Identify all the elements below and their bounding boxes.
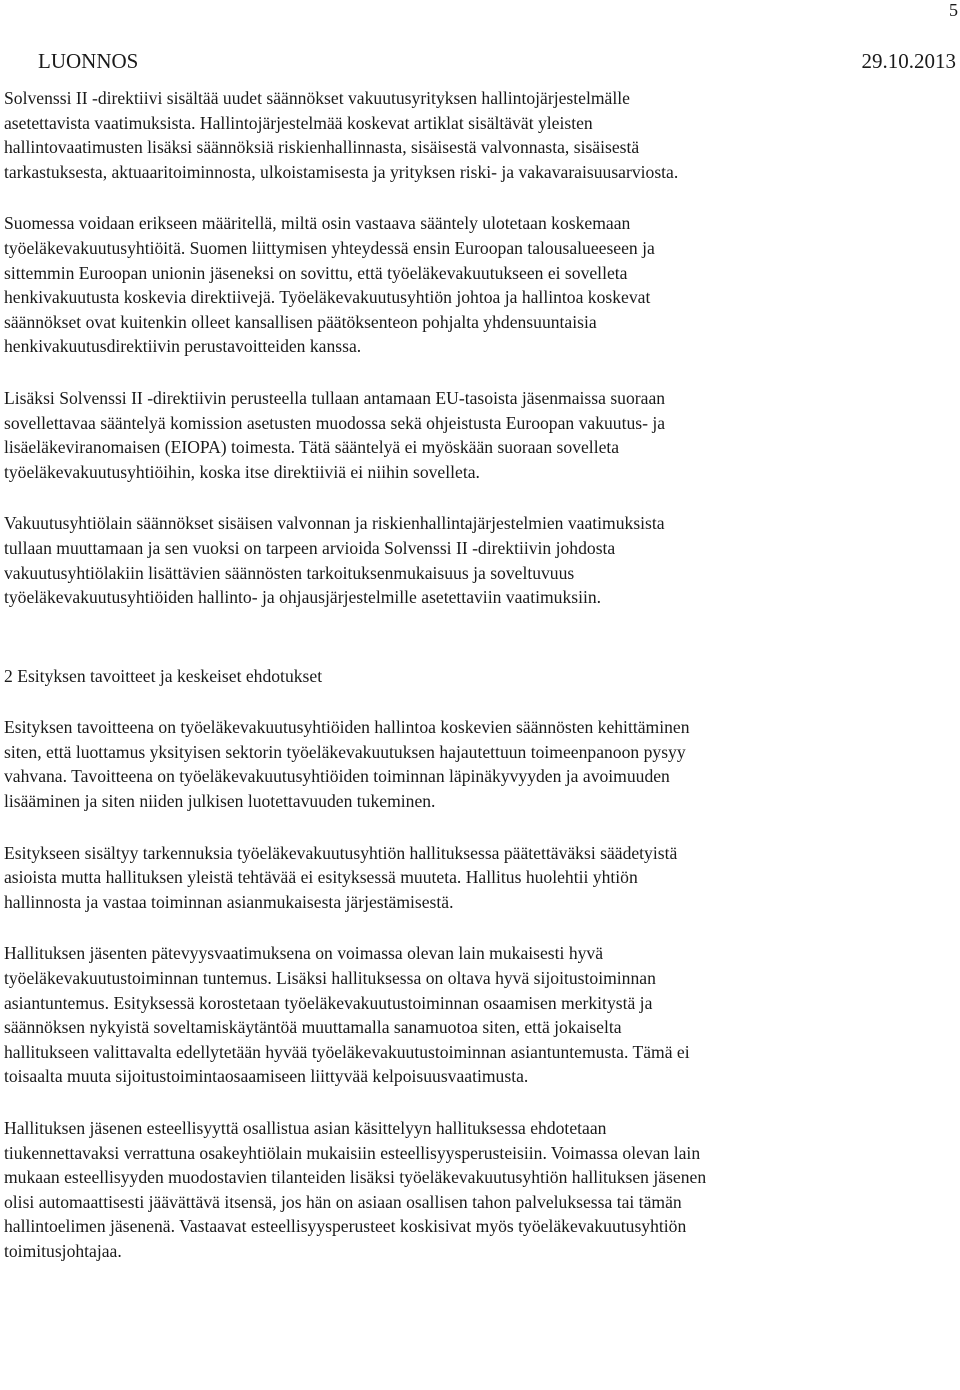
text-line: tarkastuksesta, aktuaaritoiminnosta, ulkoistamisesta ja yrityksen riski- ja vakavaraisuusarviosta. (4, 161, 679, 182)
header-date: 29.10.2013 (861, 49, 956, 73)
text-line: Suomessa voidaan erikseen määritellä, miltä osin vastaava sääntely ulotetaan koskemaan (4, 213, 631, 234)
text-line: asetettavista vaatimuksista. Hallintojärjestelmää koskevat artiklat sisältävät yleisten (4, 112, 593, 133)
text-line: työeläkevakuutusyhtiöiden hallinto- ja ohjausjärjestelmille asetettaviin vaatimuksiin. (4, 587, 602, 608)
text-line: sovellettavaa sääntelyä komission asetusten muodossa sekä ohjeistusta Euroopan vakuutus- ja (4, 412, 666, 433)
text-line: vahvana. Tavoitteena on työeläkevakuutusyhtiöiden toiminnan läpinäkyvyyden ja avoimuuden (4, 766, 670, 787)
text-line: tullaan muuttamaan ja sen vuoksi on tarpeen arvioida Solvenssi II -direktiivin johdosta (4, 537, 616, 558)
paragraph-eu-level-regulation (4, 386, 952, 484)
section-heading: 2 Esityksen tavoitteet ja keskeiset ehdotukset (4, 665, 323, 686)
text-line: asiantuntemus. Esityksessä korostetaan työeläkevakuutustoiminnan osaamisen merkitystä ja (4, 992, 653, 1013)
text-line: mukaan esteellisyyden muodostavien tilanteiden lisäksi työeläkevakuutusyhtiön hallituksen jäsenen (4, 1167, 707, 1188)
draft-label: LUONNOS (38, 49, 139, 73)
page-header (38, 48, 956, 74)
text-line: tiukennettavaksi verrattuna osakeyhtiölain mukaisiin esteellisyysperusteisiin. Voimassa olevan lain (4, 1142, 701, 1163)
text-line: Esityksen tavoitteena on työeläkevakuutusyhtiöiden hallintoa koskevien säännösten kehittäminen (4, 717, 690, 738)
text-line: hallitukseen valittavalta edellytetään hyvää työeläkevakuutustoiminnan asiantuntemusta. Tämä ei (4, 1041, 690, 1062)
text-line: hallintovaatimusten lisäksi säännöksiä riskienhallinnasta, sisäisestä valvonnasta, sisäisestä (4, 137, 640, 158)
text-line: säännöksen nykyistä soveltamiskäytäntöä muuttamalla sanamuotoa siten, että jokaiselta (4, 1017, 622, 1038)
text-line: Hallituksen jäsenten pätevyysvaatimuksena on voimassa olevan lain mukaisesti hyvä (4, 943, 604, 964)
paragraph-spacer (4, 484, 952, 511)
paragraph-spacer (4, 184, 952, 211)
text-line: työeläkevakuutusyhtiöitä. Suomen liittymisen yhteydessä ensin Euroopan talousalueeseen ja (4, 237, 655, 258)
section-spacer (4, 610, 952, 664)
paragraph-board-competence (4, 941, 952, 1089)
text-line: lisääminen ja siten niiden julkisen luotettavuuden tukeminen. (4, 791, 436, 812)
paragraph-spacer (4, 1089, 952, 1116)
text-line: Lisäksi Solvenssi II -direktiivin perusteella tullaan antamaan EU-tasoista jäsenmaissa suoraan (4, 387, 666, 408)
text-line: työeläkevakuutustoiminnan tuntemus. Lisäksi hallituksessa on oltava hyvä sijoitustoiminnan (4, 968, 656, 989)
text-line: työeläkevakuutusyhtiöihin, koska itse direktiiviä ei niihin sovelleta. (4, 461, 480, 482)
text-line: hallinnosta ja vastaa toiminnan asianmukaisesta järjestämisestä. (4, 891, 454, 912)
text-line: lisäeläkeviranomaisen (EIOPA) toimesta. Tätä sääntelyä ei myöskään suoraan sovelleta (4, 437, 620, 458)
paragraph-spacer (4, 914, 952, 941)
paragraph-spacer (4, 688, 952, 715)
text-line: vakuutusyhtiölakiin lisättävien säännösten tarkoituksenmukaisuus ja soveltuvuus (4, 562, 575, 583)
paragraph-objectives (4, 715, 952, 813)
paragraph-insurance-act (4, 511, 952, 609)
text-line: henkivakuutusta koskevia direktiivejä. Työeläkevakuutusyhtiön johtoa ja hallintoa koskevat (4, 287, 651, 308)
text-line: toisaalta muuta sijoitustoimintaosaamiseen liittyvää kelpoisuusvaatimusta. (4, 1066, 529, 1087)
text-line: Vakuutusyhtiölain säännökset sisäisen valvonnan ja riskienhallintajärjestelmien vaatimuksista (4, 513, 665, 534)
paragraph-solvency-ii-governance (4, 86, 952, 184)
text-line: olisi automaattisesti jäävättävä itsensä, jos hän on asiaan osallisen tahon palveluksessa tai tämän (4, 1191, 682, 1212)
paragraph-board-disqualification (4, 1116, 952, 1264)
text-line: asioista mutta hallituksen yleistä tehtävää ei esityksessä muuteta. Hallitus huolehtii yhtiön (4, 867, 638, 888)
text-line: Solvenssi II -direktiivi sisältää uudet säännökset vakuutusyrityksen hallintojärjestelmälle (4, 88, 630, 108)
text-line: säännökset ovat kuitenkin olleet kansallisen päätöksenteon pohjalta yhdensuuntaisia (4, 311, 597, 332)
paragraph-spacer (4, 814, 952, 841)
text-line: Esitykseen sisältyy tarkennuksia työeläkevakuutusyhtiön hallituksessa päätettäväksi säädetyistä (4, 842, 678, 863)
paragraph-finland-regulation (4, 211, 952, 359)
page-number: 5 (949, 0, 958, 20)
text-line: siten, että luottamus yksityisen sektorin työeläkevakuutuksen hajautettuun toimeenpanoon pysyy (4, 741, 686, 762)
paragraph-board-tasks (4, 841, 952, 915)
paragraph-spacer (4, 359, 952, 386)
text-line: Hallituksen jäsenen esteellisyyttä osallistua asian käsittelyyn hallituksessa ehdotetaan (4, 1118, 607, 1138)
text-line: hallintoelimen jäsenenä. Vastaavat esteellisyysperusteet koskisivat myös työeläkevakuutusyhtiön (4, 1216, 687, 1237)
text-line: toimitusjohtajaa. (4, 1240, 122, 1261)
document-body (4, 86, 952, 1264)
text-line: sittemmin Euroopan unionin jäseneksi on sovittu, että työeläkevakuutukseen ei sovelleta (4, 262, 628, 283)
text-line: henkivakuutusdirektiivin perustavoitteiden kanssa. (4, 336, 362, 357)
